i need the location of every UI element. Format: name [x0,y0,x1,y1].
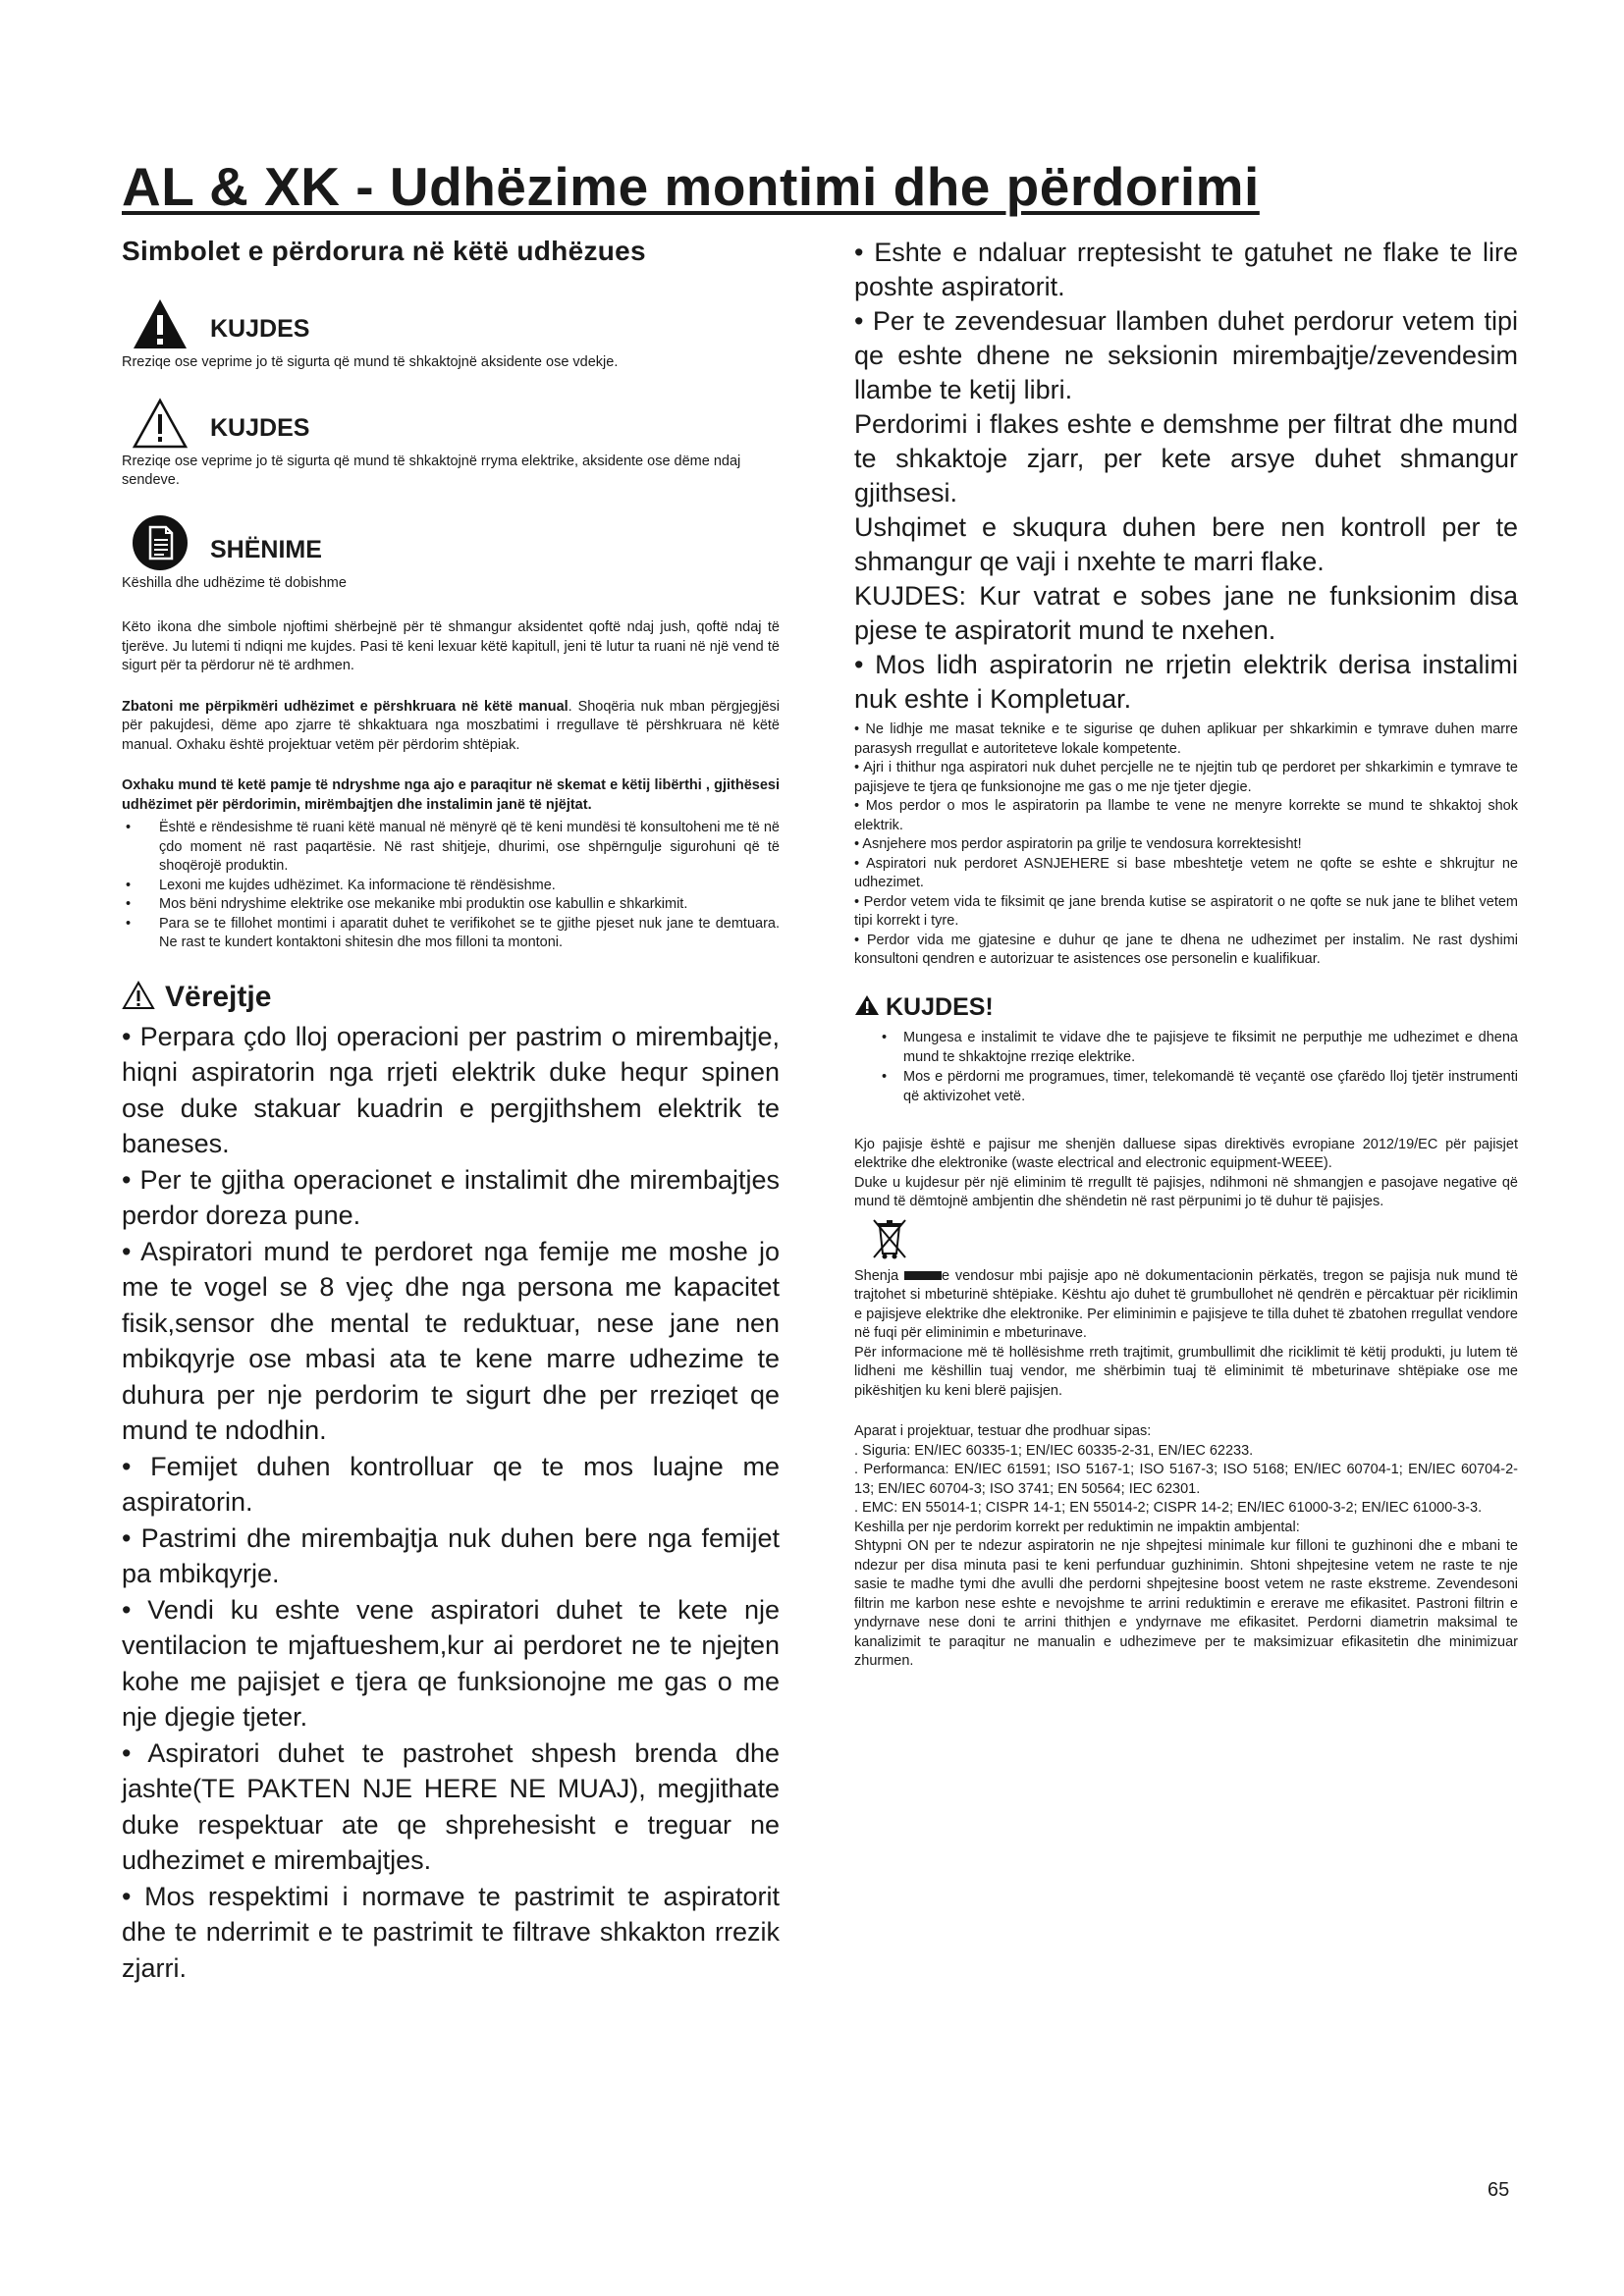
standards-line: Shtypni ON per te ndezur aspiratorin ne nje shpejtesi minimale kur filloni te guzhinoni dhe e mbani te ndezur per disa minuta pasi te keni perfunduar guzhinimin. Shtoni shpejtesine vetem ne raste te nje sasie te madhe tymi dhe avulli dhe perdorni shpejtesine boost vetem ne raste ekstreme. Zevendesoni filtrin me karbon nese eshte e nevojshme te arrini reduktimin e ererave me efikasitet. Pastroni filtrin e yndyrnave nese doni te arrini thithjen e yndyrnave me efikasitet. Perdorni diametrin maksimal te kanalizimit te paraqitur ne manualin e udhezimeve per te maksimizuar efikasitetin dhe minimizuar zhurmen. [854,1538,1518,1669]
weee-paragraph-1: Kjo pajisje është e pajisur me shenjën dalluese sipas direktivës evropiane 2012/19/EC për pajisjet elektrike dhe elektronike (waste electrical and electronic equipment-WEEE). [854,1136,1518,1171]
caution2-label: KUJDES [210,413,310,442]
manual-bold-text: Zbatoni me përpikmëri udhëzimet e përshkruara në këtë manual [122,698,568,715]
note-label: SHËNIME [210,535,322,563]
note-text: Këshilla dhe udhëzime të dobishme [122,575,347,591]
warning-filled-icon [132,294,192,350]
kujdes-warning-header [854,993,1518,1022]
kujdes-warning-list [882,1028,1518,1106]
verejtje-paragraph: • Perpara çdo lloj operacioni per pastrim o mirembajtje, hiqni aspiratorin nga rrjeti elektrik duke hequr spinen ose duke stakuar kuadrin e pergjithshem elektrik te baneses. [122,1021,780,1158]
left-column [122,236,780,1986]
verejtje-paragraph: • Vendi ku eshte vene aspiratori duhet te kete nje ventilacion te mjaftueshem,kur ai perdoret ne te njejten kohe me pajisjet e tjera qe funksionojne me gas o me nje djegie tjeter. [122,1594,780,1732]
symbols-heading: Simbolet e përdorura në këtë udhëzues [122,236,646,266]
right-small-text [854,721,1518,970]
right-small-paragraph: • Perdor vida me gjatesine e duhur qe jane te dhena ne udhezimet per instalim. Ne rast dyshimi konsultoni qendren e autorizuar te asistences ose personelin e kualifikuar. [854,932,1518,967]
small-bullet-list [122,819,780,953]
right-big-paragraph: Perdorimi i flakes eshte e demshme per filtrat dhe mund te shkaktoje zjarr, per kete arsye duhet shmangur gjithsesi. [854,409,1518,507]
warning-filled-icon [854,994,880,1021]
verejtje-paragraph: • Aspiratori mund te perdoret nga femije me moshe jo me te vogel se 8 vjeç dhe nga persona me kapacitet fisik,sensor dhe mental te reduktuar, nese jane nen mbikqyrje ose mbasi ata te kene marre udhezime te duhura per nje perdorim te sigurt dhe per rreziqet qe mund te ndodhin. [122,1236,780,1445]
black-bar-symbol [904,1271,942,1280]
list-item: • Mos e përdorni me programues, timer, telekomandë të veçantë ose çfarëdo lloj tjetër instrumenti që aktivizohet vetë. [882,1067,1518,1106]
weee-shenja-text: Shenja [854,1267,899,1284]
verejtje-paragraph: • Mos respektimi i normave te pastrimit te aspiratorit dhe te nderrimit e te pastrimit te filtrave shkakton rrezik zjarri. [122,1881,780,1983]
standards-block [854,1422,1518,1672]
manual-rest-text: . Shoqëria nuk mban përgjegjësi për pakujdesi, dëme apo zjarre të shkaktuara nga moszbatimi i rregullave të përshkruara në këtë manual. Oxhaku është projektuar vetëm për përdorim shtëpiak. [122,698,780,753]
verejtje-paragraph: • Femijet duhen kontrolluar qe te mos luajne me aspiratorin. [122,1451,780,1517]
note-header [122,513,780,572]
page-title: AL & XK - Udhëzime montimi dhe përdorimi [122,156,1260,217]
verejtje-label: Vërejtje [165,981,272,1013]
right-small-paragraph: • Ajri i thithur nga aspiratori nuk duhet percjelle ne te njejtin tub qe perdoret per shkarkimin e tymrave te pajisjeve te tjera qe funksionojne me gas o me nje tjeter djegie. [854,760,1518,795]
standards-line: . Performanca: EN/IEC 61591; ISO 5167-1; ISO 5167-3; ISO 5168; EN/IEC 60704-1; EN/IEC 60704-2-13; EN/IEC 60704-3; ISO 3741; EN 50564; IEC 62301. [854,1462,1518,1497]
verejtje-paragraph: • Pastrimi dhe mirembajtja nuk duhen bere nga femijet pa mbikqyrje. [122,1522,780,1588]
caution1-text: Rreziqe ose veprime jo të sigurta që mund të shkaktojnë aksidente ose vdekje. [122,354,619,370]
warning-outline-icon [132,393,192,450]
list-item: • Lexoni me kujdes udhëzimet. Ka informacione të rëndësishme. [122,877,780,896]
right-small-paragraph: • Perdor vetem vida te fiksimit qe jane brenda kutise se aspiratorit o ne qofte se nuk jane te blihet vetem tipi korrekt i tyre. [854,893,1518,929]
right-big-paragraph: • Eshte e ndaluar rreptesisht te gatuhet ne flake te lire poshte aspiratorit. [854,238,1518,301]
manual-paragraph [122,698,780,756]
warning-outline-icon [122,981,155,1015]
verejtje-paragraph: • Aspiratori duhet te pastrohet shpesh brenda dhe jashte(TE PAKTEN NJE HERE NE MUAJ), megjithate duke respektuar ate qe shprehesisht e treguar ne udhezimet e mirembajtjes. [122,1737,780,1875]
right-big-paragraph: Ushqimet e skuqura duhen bere nen kontroll per te shmangur qe vaji i nxehte te marri flake. [854,512,1518,576]
right-big-text [854,236,1518,717]
right-small-paragraph: • Asnjehere mos perdor aspiratorin pa grilje te vendosura korrektesisht! [854,836,1302,852]
caution1-label: KUJDES [210,314,310,343]
oxhaku-paragraph: Oxhaku mund të ketë pamje të ndryshme nga ajo e paraqitur në skemat e këtij libërthi , gjithësesi udhëzimet për përdorimin, mirëmbajtjen dhe instalimin janë të njëjtat. [122,777,780,813]
note-document-icon [132,514,192,571]
standards-line: Keshilla per nje perdorim korrekt per reduktimin ne impaktin ambjental: [854,1519,1300,1535]
standards-line: . EMC: EN 55014-1; CISPR 14-1; EN 55014-2; CISPR 14-2; EN/IEC 61000-3-2; EN/IEC 61000-3-3. [854,1500,1483,1516]
caution2-header [122,392,780,451]
right-small-paragraph: • Mos perdor o mos le aspiratorin pa llambe te vene ne menyre korrekte se mund te shkaktoj shok elektrik. [854,798,1518,833]
right-big-paragraph: KUJDES: Kur vatrat e sobes jane ne funksionim disa pjese te aspiratorit mund te nxehen. [854,581,1518,645]
weee-p3-rest: e vendosur mbi pajisje apo në dokumentacionin përkatës, tregon se pajisja nuk mund të trajtohet si mbeturinë shtëpiake. Kështu ajo duhet të grumbullohet në qendrën e përcaktuar për riciklimin e pajisjeve elektrike dhe elektronike. Per eliminimin e pajisjeve te tilla duhet të zbatohen rregullat vendore në fuqi për eliminimin e mbeturinave. [854,1267,1518,1341]
weee-paragraph-4: Për informacione më të hollësishme rreth trajtimit, grumbullimit dhe riciklimit të këtij produkti, ju lutem të lidheni me këshillin tuaj vendor, me shërbimin tuaj të eliminimit të mbeturinave shtëpiake ose me pikëshitjen ku keni blerë pajisjen. [854,1344,1518,1399]
intro-paragraph: Këto ikona dhe simbole njoftimi shërbejnë për të shmangur aksidentet qoftë ndaj jush, qoftë ndaj të tjerëve. Ju lutemi ti ndiqni me kujdes. Pasi të keni lexuar këtë kapitull, jeni të lutur ta ruani në një vend të sigurt për ta përdorur në të ardhmen. [122,619,780,673]
standards-line: . Siguria: EN/IEC 60335-1; EN/IEC 60335-2-31, EN/IEC 62233. [854,1442,1254,1459]
right-small-paragraph: • Aspiratori nuk perdoret ASNJEHERE si base mbeshtetje vetem ne qofte se eshte e shkrujtur ne udhezimet. [854,855,1518,890]
right-small-paragraph: • Ne lidhje me masat teknike e te sigurise qe duhen aplikuar per shkarkimin e tymrave duhen marre parasysh rregullat e autoriteteve lokale kompetente. [854,721,1518,757]
caution1-header [122,293,780,351]
caution2-text: Rreziqe ose veprime jo të sigurta që mund të shkaktojnë rryma elektrike, aksidente ose dëme ndaj sendeve. [122,454,741,488]
right-big-paragraph: • Per te zevendesuar llamben duhet perdorur vetem tipi qe eshte dhene ne seksionin mirembajtje/zevendesim llambe te ketij libri. [854,306,1518,404]
verejtje-paragraph: • Per te gjitha operacionet e instalimit dhe mirembajtjes perdor doreza pune. [122,1164,780,1230]
verejtje-body [122,1019,780,1987]
right-big-paragraph: • Mos lidh aspiratorin ne rrjetin elektrik derisa instalimi nuk eshte i Kompletuar. [854,650,1518,714]
page-number: 65 [1488,2179,1510,2201]
weee-paragraph-2: Duke u kujdesur për një eliminim të rregullt të pajisjes, ndihmoni në shmangjen e pasojave negative që mund të dëmtojnë ambjentin dhe shëndetin në rast përpunimi jo të duhur të pajisjes. [854,1174,1518,1209]
list-item: • Mungesa e instalimit te vidave dhe te pajisjeve te fiksimit ne perputhje me udhezimet e dhena mund te shkaktojne rreziqe elektrike. [882,1028,1518,1067]
list-item: • Para se te fillohet montimi i aparatit duhet te verifikohet se te gjithe pjeset nuk jane te demtuara. Ne rast te kundert kontaktoni shitesin dhe mos filloni ta montoni. [122,915,780,953]
crossed-bin-icon [868,1216,911,1263]
list-item: • Është e rëndesishme të ruani këtë manual në mënyrë që të keni mundësi të konsultoheni me të në çdo moment në rast paqartësie. Në rast shitjeje, dhurimi, ose shpërngulje sigurohuni që të shoqërojë produktin. [122,819,780,877]
list-item: • Mos bëni ndryshime elektrike ose mekanike mbi produktin ose kabullin e shkarkimit. [122,895,780,915]
kujdes-warning-label: KUJDES! [886,992,994,1021]
right-column [854,236,1518,1672]
weee-paragraph-3 [854,1267,1518,1344]
verejtje-header [122,981,780,1015]
standards-line: Aparat i projektuar, testuar dhe prodhuar sipas: [854,1423,1152,1439]
